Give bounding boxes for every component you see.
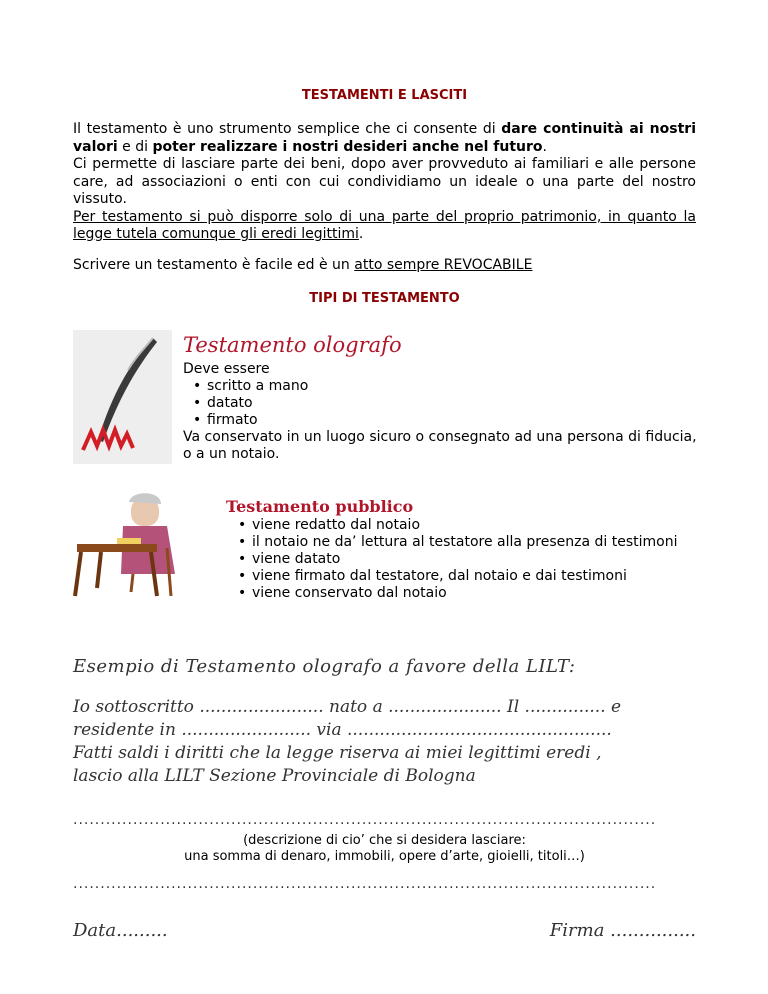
revocable-paragraph bbox=[73, 257, 696, 275]
example-line: residente in ........................ via ................................................. bbox=[73, 720, 612, 740]
list-item: • viene firmato dal testatore, dal notaio e dai testimoni bbox=[252, 568, 693, 585]
intro-text: Il testamento è uno strumento semplice che ci consente di bbox=[73, 121, 502, 137]
quill-pen-icon bbox=[73, 330, 172, 464]
intro-text: e di bbox=[117, 138, 153, 155]
revocable-underlined: atto sempre REVOCABILE bbox=[354, 257, 533, 273]
note-line: una somma di denaro, immobili, opere d’arte, gioielli, titoli…) bbox=[184, 849, 585, 864]
example-line: lascio alla LILT Sezione Provinciale di Bologna bbox=[73, 766, 476, 786]
fill-line: ........................................................................................................... bbox=[73, 812, 657, 828]
list-item: • viene redatto dal notaio bbox=[252, 517, 693, 534]
list-item: • datato bbox=[207, 395, 703, 412]
intro-text: . bbox=[542, 138, 547, 155]
intro-underlined: Per testamento si può disporre solo di una parte del proprio patrimonio, in quanto la legge tutela comunque gli eredi legittimi bbox=[73, 208, 696, 242]
intro-bold-2: poter realizzare i nostri desideri anche nel futuro bbox=[152, 138, 543, 155]
olografo-heading: Testamento olografo bbox=[183, 333, 402, 357]
list-item: • il notaio ne da’ lettura al testatore alla presenza di testimoni bbox=[252, 534, 693, 551]
list-item: • scritto a mano bbox=[207, 378, 703, 395]
pubblico-block bbox=[228, 517, 693, 602]
olografo-list bbox=[183, 378, 703, 429]
date-field: Data......... bbox=[73, 920, 168, 941]
revocable-text: Scrivere un testamento è facile ed è un bbox=[73, 257, 355, 273]
intro-paragraph bbox=[73, 121, 696, 244]
olografo-note: Va conservato in un luogo sicuro o consegnato ad una persona di fiducia, o a un notaio. bbox=[183, 429, 697, 462]
section-subtitle: TIPI DI TESTAMENTO bbox=[309, 291, 460, 306]
page-title: TESTAMENTI E LASCITI bbox=[301, 88, 468, 103]
olografo-lead: Deve essere bbox=[183, 361, 270, 377]
signature-field: Firma ............... bbox=[549, 920, 696, 941]
pubblico-list bbox=[228, 517, 693, 602]
intro-text: . bbox=[358, 226, 364, 242]
list-item: • viene conservato dal notaio bbox=[252, 585, 693, 602]
list-item: • viene datato bbox=[252, 551, 693, 568]
pubblico-heading: Testamento pubblico bbox=[226, 497, 414, 516]
fill-line: ........................................................................................................... bbox=[73, 876, 657, 892]
example-line: Io sottoscritto ....................... nato a ..................... Il ............... e bbox=[73, 697, 622, 717]
signature-row bbox=[73, 920, 696, 941]
olografo-block bbox=[183, 361, 703, 463]
example-text bbox=[73, 696, 696, 788]
notary-at-desk-illustration bbox=[71, 488, 201, 598]
list-item: • firmato bbox=[207, 412, 703, 429]
example-line: Fatti saldi i diritti che la legge riserva ai miei legittimi eredi , bbox=[73, 743, 602, 763]
intro-bold-1: dare continuità ai nostri valori bbox=[73, 121, 696, 155]
example-heading: Esempio di Testamento olografo a favore della LILT: bbox=[73, 656, 576, 677]
intro-text-2: Ci permette di lasciare parte dei beni, dopo aver provveduto ai familiari e alle persone care, ad associazioni o enti con cui condividiamo un ideale o una parte del nostro vissuto. bbox=[73, 156, 696, 207]
description-note bbox=[73, 833, 696, 865]
note-line: (descrizione di cio’ che si desidera lasciare: bbox=[243, 833, 526, 848]
